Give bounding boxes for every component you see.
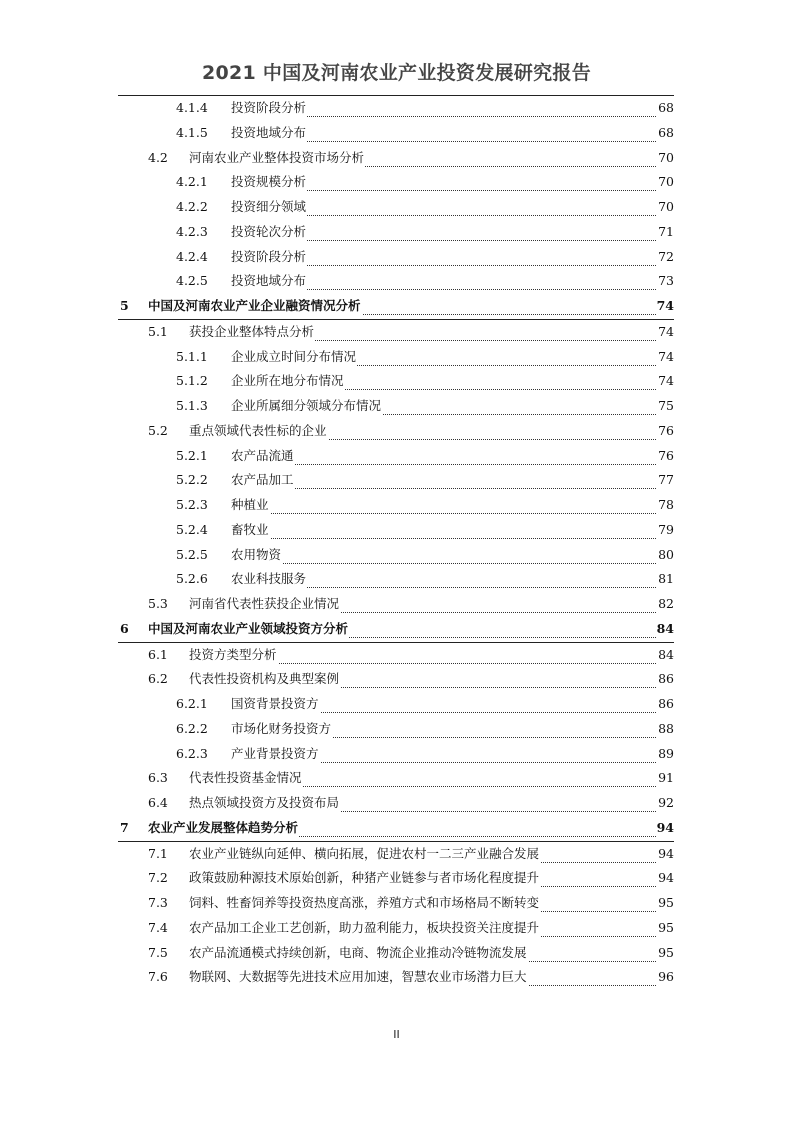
toc-entry-level-2[interactable]	[118, 842, 674, 867]
toc-entry-level-2[interactable]	[118, 419, 674, 444]
toc-entry-number: 7.1	[148, 845, 168, 861]
table-of-contents	[118, 96, 674, 990]
toc-entry-title[interactable]: 热点领域投资方及投资布局	[189, 791, 340, 816]
toc-entry-page: 76	[657, 444, 674, 469]
toc-entry-title[interactable]: 饲料、牲畜饲养等投资热度高涨，养殖方式和市场格局不断转变	[189, 891, 540, 916]
toc-entry-level-3[interactable]	[118, 692, 674, 717]
toc-entry-number: 6.2.3	[176, 745, 208, 761]
toc-entry-title[interactable]: 种植业	[231, 493, 270, 518]
toc-entry-page: 70	[657, 146, 674, 171]
toc-entry-page: 94	[657, 842, 674, 867]
toc-entry-level-3[interactable]	[118, 518, 674, 543]
toc-entry-page: 79	[657, 518, 674, 543]
toc-entry-page: 74	[657, 345, 674, 370]
toc-entry-number: 5.3	[148, 596, 168, 611]
toc-entry-page: 89	[657, 742, 674, 767]
toc-entry-level-3[interactable]	[118, 245, 674, 270]
toc-entry-page: 73	[657, 269, 674, 294]
toc-entry-number: 5.2.2	[176, 472, 208, 488]
toc-entry-title[interactable]: 企业成立时间分布情况	[231, 345, 357, 370]
toc-entry-page: 84	[657, 643, 674, 668]
toc-entry-number: 7.4	[148, 919, 168, 935]
toc-entry-level-2[interactable]	[118, 146, 674, 171]
toc-entry-page: 82	[657, 592, 674, 617]
toc-entry-number: 6.3	[148, 770, 168, 786]
toc-entry-page: 94	[657, 866, 674, 891]
toc-entry-title[interactable]: 农用物资	[231, 543, 282, 568]
toc-entry-title[interactable]: 国资背景投资方	[231, 692, 320, 717]
toc-entry-level-3[interactable]	[118, 220, 674, 245]
toc-entry-number: 6.1	[148, 646, 168, 662]
toc-entry-number: 5.2.1	[176, 447, 208, 463]
toc-entry-level-3[interactable]	[118, 543, 674, 568]
toc-entry-level-3[interactable]	[118, 444, 674, 469]
toc-entry-title[interactable]: 投资地域分布	[231, 269, 307, 294]
toc-entry-level-3[interactable]	[118, 468, 674, 493]
toc-entry-number: 5.2.3	[176, 497, 208, 512]
toc-entry-number: 4.2	[148, 149, 168, 165]
toc-entry-page: 84	[656, 617, 674, 642]
toc-entry-level-3[interactable]	[118, 717, 674, 742]
toc-entry-number: 5.2.6	[176, 571, 208, 587]
toc-entry-title[interactable]: 投资阶段分析	[231, 245, 307, 270]
toc-entry-page: 96	[657, 965, 674, 990]
toc-entry-level-3[interactable]	[118, 742, 674, 767]
toc-entry-level-2[interactable]	[118, 592, 674, 617]
toc-entry-level-3[interactable]	[118, 345, 674, 370]
toc-entry-level-3[interactable]	[118, 394, 674, 419]
toc-entry-number: 5.2.4	[176, 521, 208, 537]
page-header-title: 2021 中国及河南农业产业投资发展研究报告	[201, 62, 592, 84]
toc-entry-title[interactable]: 代表性投资基金情况	[189, 766, 303, 791]
toc-entry-page: 81	[657, 567, 674, 592]
toc-entry-title[interactable]: 中国及河南农业产业领域投资方分析	[148, 617, 349, 642]
toc-entry-title[interactable]: 农业产业链纵向延伸、横向拓展，促进农村一二三产业融合发展	[189, 842, 540, 867]
toc-entry-number: 7.2	[148, 870, 168, 886]
toc-entry-page: 94	[656, 816, 674, 841]
toc-entry-number: 7.3	[148, 895, 168, 910]
toc-entry-number: 4.2.1	[176, 174, 208, 190]
toc-entry-level-1[interactable]	[118, 816, 674, 842]
toc-entry-title[interactable]: 市场化财务投资方	[231, 717, 332, 742]
toc-entry-number: 4.1.4	[176, 100, 208, 115]
toc-dot-leader	[231, 531, 658, 539]
toc-entry-level-2[interactable]	[118, 667, 674, 692]
toc-entry-title[interactable]: 投资地域分布	[231, 121, 307, 146]
toc-entry-level-3[interactable]	[118, 121, 674, 146]
toc-dot-leader	[231, 506, 658, 514]
toc-entry-page: 70	[657, 170, 674, 195]
toc-entry-number: 7.5	[148, 944, 168, 960]
toc-entry-level-3[interactable]	[118, 96, 674, 121]
toc-entry-page: 74	[656, 294, 674, 319]
toc-entry-page: 70	[657, 195, 674, 220]
toc-entry-title[interactable]: 农业产业发展整体趋势分析	[148, 816, 299, 841]
toc-entry-page: 95	[657, 916, 674, 941]
page-number: II	[393, 1028, 400, 1041]
toc-entry-number: 4.2.4	[176, 248, 208, 264]
toc-entry-title[interactable]: 投资细分领域	[231, 195, 307, 220]
toc-entry-number: 6.2.2	[176, 720, 208, 736]
toc-entry-number: 7	[120, 819, 129, 835]
toc-entry-title[interactable]: 农产品流通	[231, 444, 295, 469]
toc-entry-level-2[interactable]	[118, 941, 674, 966]
toc-entry-level-3[interactable]	[118, 493, 674, 518]
toc-entry-number: 5.1.1	[176, 348, 208, 364]
toc-entry-number: 5.1	[148, 323, 168, 339]
toc-entry-title[interactable]: 获投企业整体特点分析	[189, 320, 315, 345]
toc-entry-page: 72	[657, 245, 674, 270]
toc-entry-page: 92	[657, 791, 674, 816]
toc-entry-title[interactable]: 企业所属细分领域分布情况	[231, 394, 382, 419]
toc-entry-page: 78	[657, 493, 674, 518]
toc-entry-number: 6.2	[148, 671, 168, 687]
toc-entry-page: 76	[657, 419, 674, 444]
toc-entry-page: 80	[657, 543, 674, 568]
toc-entry-page: 86	[657, 667, 674, 692]
toc-entry-page: 74	[657, 369, 674, 394]
toc-entry-level-2[interactable]	[118, 320, 674, 345]
toc-entry-page: 88	[657, 717, 674, 742]
toc-entry-number: 7.6	[148, 969, 168, 985]
toc-entry-title[interactable]: 产业背景投资方	[231, 742, 320, 767]
toc-entry-page: 71	[657, 220, 674, 245]
toc-entry-title[interactable]: 农产品加工企业工艺创新，助力盈利能力，板块投资关注度提升	[189, 916, 540, 941]
toc-entry-number: 6	[120, 620, 129, 636]
toc-entry-page: 95	[657, 941, 674, 966]
toc-entry-page: 91	[657, 766, 674, 791]
toc-entry-level-2[interactable]	[118, 643, 674, 668]
toc-entry-level-2[interactable]	[118, 866, 674, 891]
toc-entry-number: 4.1.5	[176, 124, 208, 140]
toc-entry-number: 5	[120, 298, 129, 313]
toc-entry-title[interactable]: 投资轮次分析	[231, 220, 307, 245]
toc-entry-level-2[interactable]	[118, 916, 674, 941]
toc-entry-number: 6.2.1	[176, 696, 208, 711]
toc-entry-page: 75	[657, 394, 674, 419]
toc-entry-number: 6.4	[148, 795, 168, 810]
toc-entry-number: 4.2.5	[176, 273, 208, 289]
toc-entry-level-3[interactable]	[118, 567, 674, 592]
toc-entry-level-2[interactable]	[118, 766, 674, 791]
toc-entry-level-2[interactable]	[118, 791, 674, 816]
toc-entry-number: 4.2.3	[176, 223, 208, 239]
toc-entry-level-3[interactable]	[118, 195, 674, 220]
toc-dot-leader	[231, 481, 658, 489]
toc-entry-title[interactable]: 农业科技服务	[231, 567, 307, 592]
toc-entry-title[interactable]: 中国及河南农业产业企业融资情况分析	[148, 294, 362, 319]
toc-entry-title[interactable]: 投资阶段分析	[231, 96, 307, 121]
toc-entry-page: 86	[657, 692, 674, 717]
toc-entry-title[interactable]: 投资规模分析	[231, 170, 307, 195]
toc-entry-page: 95	[657, 891, 674, 916]
toc-entry-number: 4.2.2	[176, 199, 208, 214]
toc-entry-level-1[interactable]	[118, 294, 674, 320]
toc-entry-title[interactable]: 政策鼓励种源技术原始创新，种猪产业链参与者市场化程度提升	[189, 866, 540, 891]
toc-entry-title[interactable]: 代表性投资机构及典型案例	[189, 667, 340, 692]
toc-entry-page: 68	[657, 96, 674, 121]
toc-dot-leader	[231, 556, 658, 564]
toc-entry-level-3[interactable]	[118, 269, 674, 294]
toc-entry-level-2[interactable]	[118, 965, 674, 990]
toc-entry-level-2[interactable]	[118, 891, 674, 916]
toc-entry-title[interactable]: 投资方类型分析	[189, 643, 278, 668]
toc-entry-page: 77	[657, 468, 674, 493]
toc-entry-title[interactable]: 企业所在地分布情况	[231, 369, 345, 394]
toc-entry-number: 5.2	[148, 422, 168, 438]
toc-entry-page: 74	[657, 320, 674, 345]
toc-entry-level-1[interactable]	[118, 617, 674, 643]
toc-entry-level-3[interactable]	[118, 369, 674, 394]
toc-entry-title[interactable]: 农产品流通模式持续创新，电商、物流企业推动冷链物流发展	[189, 941, 528, 966]
toc-entry-number: 5.1.3	[176, 398, 208, 413]
toc-entry-page: 68	[657, 121, 674, 146]
toc-entry-level-3[interactable]	[118, 170, 674, 195]
toc-entry-number: 5.1.2	[176, 373, 208, 389]
toc-entry-title[interactable]: 河南省代表性获投企业情况	[189, 592, 340, 617]
toc-entry-number: 5.2.5	[176, 546, 208, 562]
toc-entry-title[interactable]: 重点领域代表性标的企业	[189, 419, 328, 444]
toc-entry-title[interactable]: 畜牧业	[231, 518, 270, 543]
toc-entry-title[interactable]: 农产品加工	[231, 468, 295, 493]
toc-entry-title[interactable]: 物联网、大数据等先进技术应用加速，智慧农业市场潜力巨大	[189, 965, 528, 990]
toc-entry-title[interactable]: 河南农业产业整体投资市场分析	[189, 146, 365, 171]
toc-dot-leader	[231, 457, 658, 465]
